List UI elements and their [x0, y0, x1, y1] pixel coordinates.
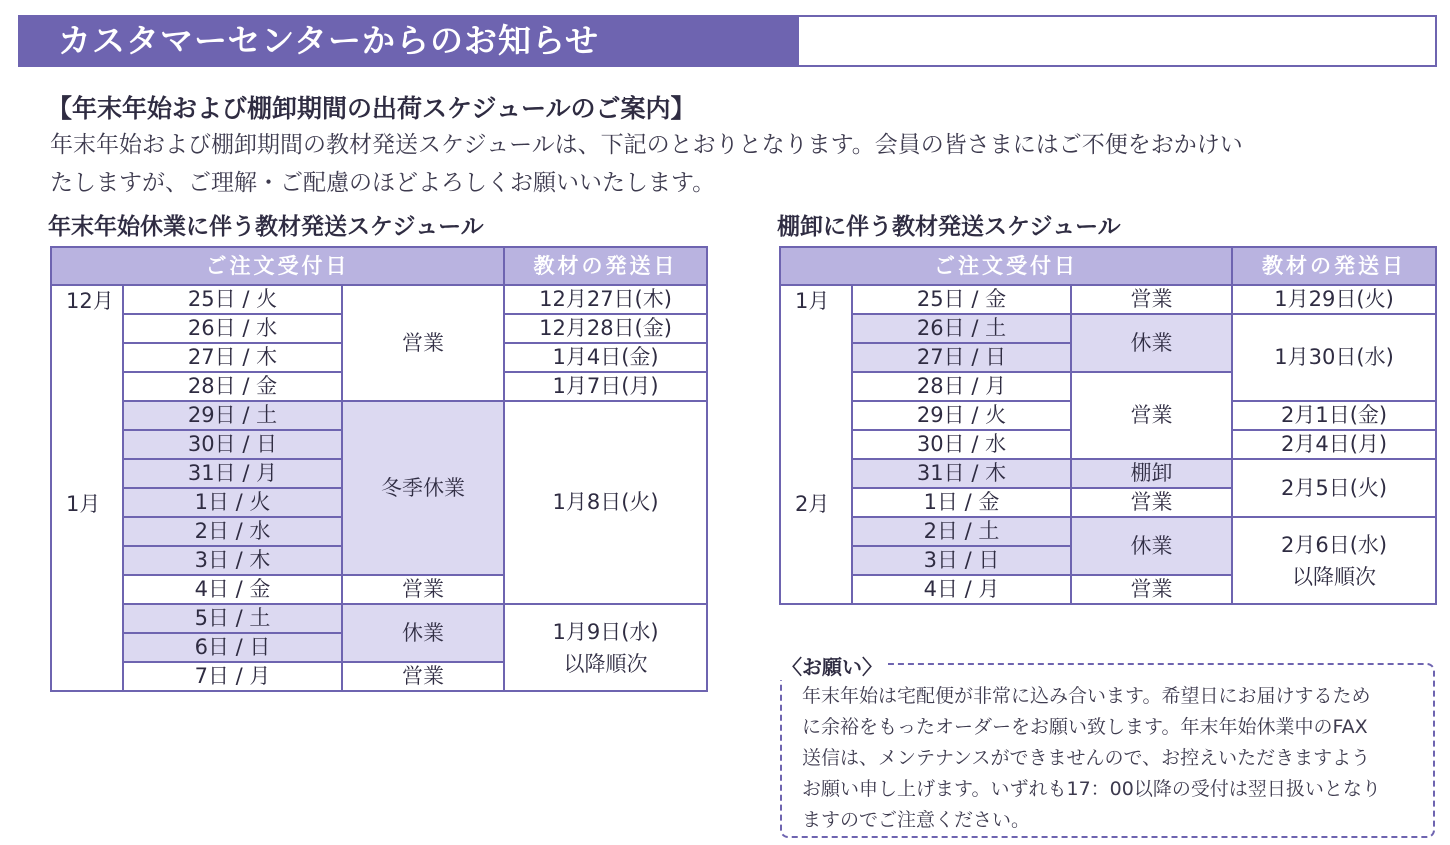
page-title: カスタマーセンターからのお知らせ	[20, 17, 799, 65]
status-cell: 休業	[1071, 517, 1232, 575]
day-cell: 1日 / 火	[123, 488, 342, 517]
day-cell: 31日 / 木	[852, 459, 1071, 488]
ship-cell: 2月4日(月)	[1232, 430, 1436, 459]
day-cell: 4日 / 月	[852, 575, 1071, 604]
month-cell: 2月	[780, 488, 852, 604]
status-cell: 棚卸	[1071, 459, 1232, 488]
day-cell: 28日 / 月	[852, 372, 1071, 401]
day-cell: 28日 / 金	[123, 372, 342, 401]
status-cell: 冬季休業	[342, 401, 504, 575]
yearend-schedule-title: 年末年始休業に伴う教材発送スケジュール	[48, 214, 484, 240]
col-header-ship-date: 教材の発送日	[1232, 247, 1436, 285]
status-cell: 営業	[342, 662, 504, 691]
note-line: ますのでご注意ください。	[802, 809, 1031, 831]
status-cell: 営業	[1071, 372, 1232, 459]
notice-line: たしますが、ご理解・ご配慮のほどよろしくお願いいたします。	[50, 170, 716, 196]
month-cell: 12月	[51, 285, 123, 488]
status-cell: 休業	[342, 604, 504, 662]
ship-cell: 12月27日(木)	[504, 285, 707, 314]
table-row	[780, 314, 1436, 343]
day-cell: 25日 / 火	[123, 285, 342, 314]
table-row	[51, 285, 707, 314]
table-header-row	[780, 247, 1436, 285]
col-header-ship-date: 教材の発送日	[504, 247, 707, 285]
status-cell: 営業	[342, 285, 504, 401]
table-row	[51, 604, 707, 633]
day-cell: 2日 / 土	[852, 517, 1071, 546]
day-cell: 1日 / 金	[852, 488, 1071, 517]
table-row	[780, 459, 1436, 488]
note-label: 〈お願い〉	[780, 651, 888, 680]
day-cell: 3日 / 木	[123, 546, 342, 575]
day-cell: 5日 / 土	[123, 604, 342, 633]
ship-cell: 2月5日(火)	[1232, 459, 1436, 517]
day-cell: 26日 / 土	[852, 314, 1071, 343]
status-cell: 休業	[1071, 314, 1232, 372]
request-note-box	[780, 655, 1435, 838]
status-cell: 営業	[1071, 575, 1232, 604]
col-header-order-date: ご注文受付日	[51, 247, 504, 285]
ship-cell: 1月30日(水)	[1232, 314, 1436, 401]
table-row	[51, 401, 707, 430]
ship-date: 1月9日(水)	[552, 619, 659, 644]
ship-note: 以降順次	[1292, 564, 1377, 589]
month-cell: 1月	[51, 488, 123, 691]
header-banner	[18, 15, 1437, 67]
status-cell: 営業	[342, 575, 504, 604]
yearend-schedule-table	[50, 246, 708, 692]
ship-date: 2月6日(水)	[1280, 532, 1388, 557]
day-cell: 27日 / 日	[852, 343, 1071, 372]
day-cell: 26日 / 水	[123, 314, 342, 343]
notice-line: 年末年始および棚卸期間の教材発送スケジュールは、下記のとおりとなります。会員の皆さまにはご不便をおかけい	[50, 132, 1243, 158]
day-cell: 31日 / 月	[123, 459, 342, 488]
ship-cell: 2月1日(金)	[1232, 401, 1436, 430]
notice-body	[50, 126, 1430, 202]
day-cell: 29日 / 土	[123, 401, 342, 430]
note-line: に余裕をもったオーダーをお願い致します。年末年始休業中のFAX	[802, 716, 1368, 738]
ship-cell	[504, 604, 707, 691]
day-cell: 25日 / 金	[852, 285, 1071, 314]
day-cell: 30日 / 日	[123, 430, 342, 459]
col-header-order-date: ご注文受付日	[780, 247, 1232, 285]
table-row	[780, 285, 1436, 314]
note-line: お願い申し上げます。いずれも17：00以降の受付は翌日扱いとなり	[802, 778, 1381, 800]
inventory-schedule-title: 棚卸に伴う教材発送スケジュール	[777, 214, 1121, 240]
day-cell: 7日 / 月	[123, 662, 342, 691]
table-row	[780, 517, 1436, 546]
day-cell: 3日 / 日	[852, 546, 1071, 575]
month-cell: 1月	[780, 285, 852, 488]
ship-cell: 12月28日(金)	[504, 314, 707, 343]
note-line: 送信は、メンテナンスができませんので、お控えいただきますよう	[802, 747, 1371, 769]
note-body	[802, 681, 1428, 836]
inventory-schedule-table	[779, 246, 1437, 605]
note-line: 年末年始は宅配便が非常に込み合います。希望日にお届けするため	[802, 685, 1371, 707]
status-cell: 営業	[1071, 488, 1232, 517]
status-cell: 営業	[1071, 285, 1232, 314]
ship-cell: 1月7日(月)	[504, 372, 707, 401]
table-header-row	[51, 247, 707, 285]
day-cell: 6日 / 日	[123, 633, 342, 662]
ship-cell: 1月29日(火)	[1232, 285, 1436, 314]
day-cell: 2日 / 水	[123, 517, 342, 546]
day-cell: 30日 / 水	[852, 430, 1071, 459]
ship-cell	[1232, 517, 1436, 604]
notice-title: 【年末年始および棚卸期間の出荷スケジュールのご案内】	[47, 94, 696, 123]
ship-cell: 1月4日(金)	[504, 343, 707, 372]
day-cell: 27日 / 木	[123, 343, 342, 372]
day-cell: 4日 / 金	[123, 575, 342, 604]
ship-note: 以降順次	[563, 651, 648, 676]
ship-cell: 1月8日(火)	[504, 401, 707, 604]
day-cell: 29日 / 火	[852, 401, 1071, 430]
